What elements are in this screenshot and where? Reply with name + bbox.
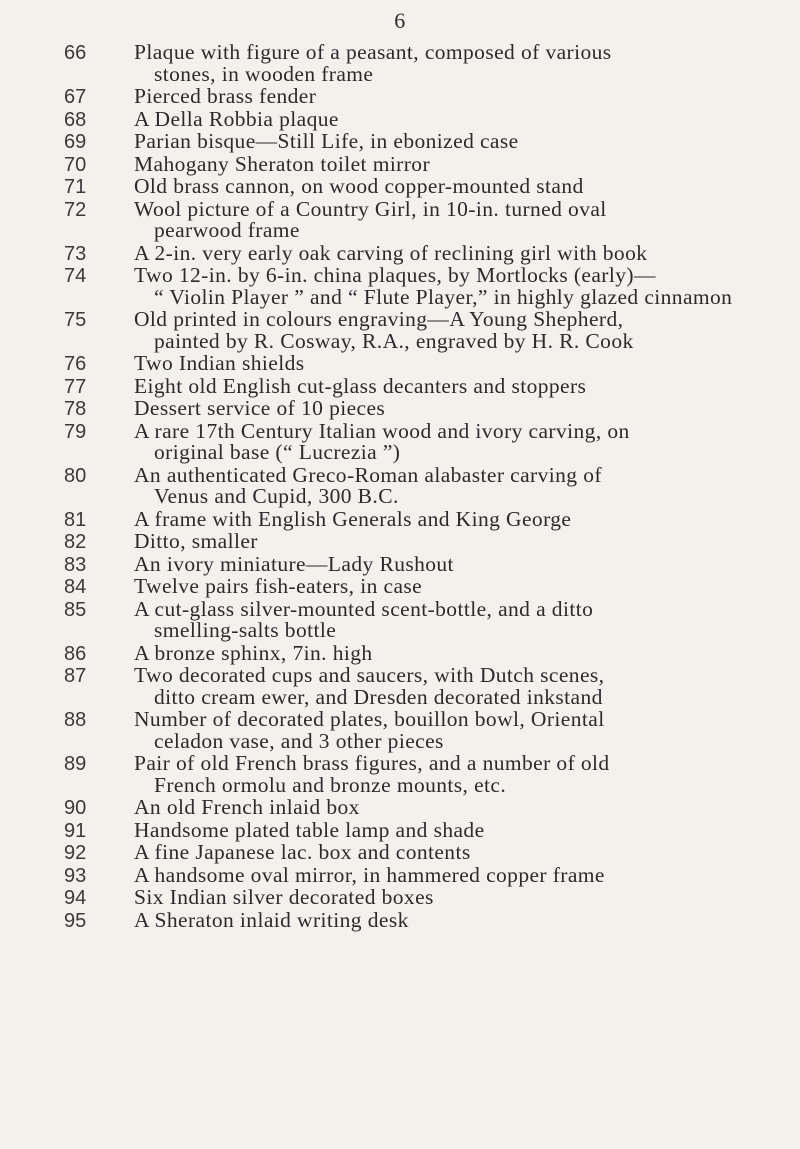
lot-description <box>134 86 768 108</box>
lot-item <box>0 596 800 642</box>
lot-description-line: A cut-glass silver-mounted scent-bottle, and a ditto <box>134 596 594 621</box>
lot-description-continuation: pearwood frame <box>154 218 300 242</box>
lot-description-line: Two 12-in. by 6-in. china plaques, by Mortlocks (early)— <box>134 263 656 287</box>
lot-description-line: Pair of old French brass figures, and a number of old <box>134 751 610 775</box>
lot-item <box>0 131 800 153</box>
lot-description <box>134 596 768 642</box>
lot-description-line: A Della Robbia plaque <box>134 106 339 131</box>
lot-item <box>0 709 800 752</box>
lot-description <box>134 462 768 508</box>
lot-number: 68 <box>64 108 87 131</box>
lot-number: 82 <box>64 531 87 553</box>
lot-item <box>0 862 800 887</box>
lot-description-line: A fine Japanese lac. box and contents <box>134 840 471 864</box>
lot-item <box>0 196 800 242</box>
lot-description <box>134 576 768 598</box>
lot-description-continuation: stones, in wooden frame <box>154 61 374 86</box>
lot-description <box>134 106 768 131</box>
lot-description <box>134 506 768 531</box>
lot-item <box>0 887 800 909</box>
lot-number: 70 <box>64 153 87 176</box>
lot-item <box>0 551 800 576</box>
lot-number: 95 <box>64 909 87 932</box>
lot-description-continuation: smelling-salts bottle <box>154 618 337 642</box>
lot-description-line: Dessert service of 10 pieces <box>134 396 386 420</box>
lot-description <box>134 240 768 265</box>
lot-description <box>134 817 768 842</box>
lot-description-line: A 2-in. very early oak carving of reclining girl with book <box>134 240 648 265</box>
lot-description-line: Mahogany Sheraton toilet mirror <box>134 151 431 176</box>
lot-description-continuation: Venus and Cupid, 300 B.C. <box>154 484 399 508</box>
lot-number: 94 <box>64 887 87 909</box>
lot-item <box>0 418 800 464</box>
lot-item <box>0 797 800 819</box>
lot-description <box>134 42 768 85</box>
lot-description-line: Handsome plated table lamp and shade <box>134 817 485 842</box>
lot-description-line: Two Indian shields <box>134 351 305 375</box>
lot-number: 75 <box>64 309 87 331</box>
lot-description <box>134 131 768 153</box>
lot-item <box>0 353 800 375</box>
lot-item <box>0 151 800 176</box>
lot-item <box>0 506 800 531</box>
lot-number: 85 <box>64 598 87 621</box>
lot-number: 80 <box>64 464 87 487</box>
lot-number: 87 <box>64 665 87 687</box>
lot-description <box>134 709 768 752</box>
lot-number: 89 <box>64 753 87 775</box>
lot-description <box>134 862 768 887</box>
lot-number: 73 <box>64 242 87 265</box>
lot-description-line: Parian bisque—Still Life, in ebonized case <box>134 129 519 153</box>
lot-item <box>0 753 800 796</box>
lot-description-line: An ivory miniature—Lady Rushout <box>134 551 454 576</box>
lot-description-line: An old French inlaid box <box>134 795 360 819</box>
lot-item <box>0 665 800 708</box>
lot-number: 81 <box>64 508 87 531</box>
lot-number: 67 <box>64 86 87 108</box>
lot-item <box>0 373 800 398</box>
lot-description-line: A rare 17th Century Italian wood and ivory carving, on <box>134 418 630 443</box>
lot-description <box>134 373 768 398</box>
lot-item <box>0 42 800 85</box>
lot-number: 78 <box>64 398 87 420</box>
lot-list <box>0 42 800 932</box>
lot-description <box>134 797 768 819</box>
lot-description <box>134 265 768 308</box>
lot-description-line: Six Indian silver decorated boxes <box>134 885 434 909</box>
lot-number: 84 <box>64 576 87 598</box>
lot-description <box>134 418 768 464</box>
lot-item <box>0 106 800 131</box>
lot-description-line: Two decorated cups and saucers, with Dutch scenes, <box>134 663 605 687</box>
lot-item <box>0 531 800 553</box>
lot-description-line: Eight old English cut-glass decanters and stoppers <box>134 373 587 398</box>
lot-description <box>134 151 768 176</box>
lot-item <box>0 309 800 352</box>
lot-item <box>0 576 800 598</box>
lot-number: 76 <box>64 353 87 375</box>
lot-description-continuation: “ Violin Player ” and “ Flute Player,” in highly glazed cinnamon <box>154 284 733 309</box>
lot-description <box>134 640 768 665</box>
lot-number: 71 <box>64 176 87 198</box>
lot-number: 90 <box>64 797 87 819</box>
lot-description-line: Wool picture of a Country Girl, in 10-in. turned oval <box>134 196 607 221</box>
lot-number: 66 <box>64 42 87 64</box>
lot-item <box>0 907 800 932</box>
lot-description-line: Old brass cannon, on wood copper-mounted stand <box>134 174 584 198</box>
lot-description <box>134 842 768 864</box>
lot-description-line: A Sheraton inlaid writing desk <box>134 907 409 932</box>
lot-description <box>134 665 768 708</box>
lot-description-line: A bronze sphinx, 7in. high <box>134 640 373 665</box>
lot-description <box>134 887 768 909</box>
lot-description <box>134 753 768 796</box>
lot-description <box>134 196 768 242</box>
lot-number: 83 <box>64 553 87 576</box>
lot-description-line: Twelve pairs fish-eaters, in case <box>134 574 423 598</box>
lot-description <box>134 551 768 576</box>
lot-description-continuation: French ormolu and bronze mounts, etc. <box>154 772 507 797</box>
lot-item <box>0 240 800 265</box>
lot-number: 69 <box>64 131 87 153</box>
lot-description-line: Plaque with figure of a peasant, composed of various <box>134 40 612 64</box>
lot-description-continuation: ditto cream ewer, and Dresden decorated inkstand <box>154 684 603 709</box>
lot-item <box>0 86 800 108</box>
lot-item <box>0 398 800 420</box>
lot-description <box>134 176 768 198</box>
lot-item <box>0 176 800 198</box>
lot-number: 91 <box>64 819 87 842</box>
page-number: 6 <box>394 8 406 33</box>
lot-item <box>0 265 800 308</box>
lot-description-line: Pierced brass fender <box>134 84 317 108</box>
lot-description <box>134 907 768 932</box>
lot-description-continuation: original base (“ Lucrezia ”) <box>154 440 401 464</box>
lot-description-line: An authenticated Greco-Roman alabaster carving of <box>134 462 602 487</box>
lot-item <box>0 817 800 842</box>
lot-number: 92 <box>64 842 87 864</box>
lot-description <box>134 531 768 553</box>
lot-item <box>0 842 800 864</box>
lot-description <box>134 398 768 420</box>
lot-number: 74 <box>64 265 87 287</box>
lot-number: 79 <box>64 420 87 443</box>
lot-number: 88 <box>64 709 87 731</box>
lot-description-line: Number of decorated plates, bouillon bowl, Oriental <box>134 707 605 731</box>
lot-number: 93 <box>64 864 87 887</box>
lot-description <box>134 309 768 352</box>
lot-description-continuation: painted by R. Cosway, R.A., engraved by H. R. Cook <box>154 328 634 353</box>
lot-number: 77 <box>64 375 87 398</box>
lot-description-line: A handsome oval mirror, in hammered copper frame <box>134 862 605 887</box>
lot-number: 86 <box>64 642 87 665</box>
lot-description <box>134 353 768 375</box>
lot-description-continuation: celadon vase, and 3 other pieces <box>154 728 444 753</box>
lot-description-line: A frame with English Generals and King George <box>134 506 572 531</box>
lot-item <box>0 462 800 508</box>
lot-number: 72 <box>64 198 87 221</box>
lot-description-line: Old printed in colours engraving—A Young Shepherd, <box>134 307 624 331</box>
lot-item <box>0 640 800 665</box>
lot-description-line: Ditto, smaller <box>134 529 258 553</box>
